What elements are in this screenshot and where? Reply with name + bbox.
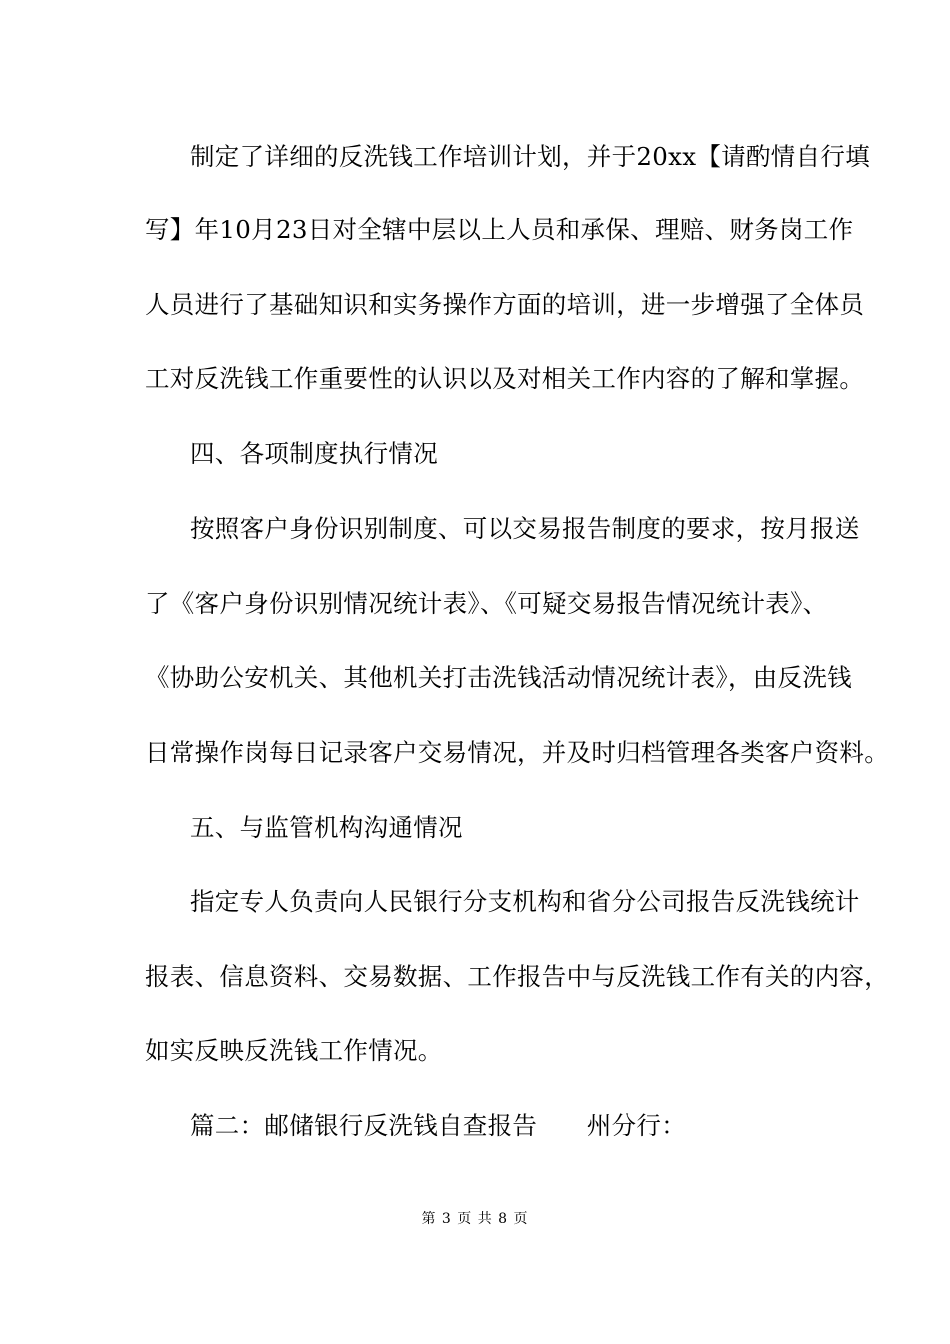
paragraph-line: 如实反映反洗钱工作情况。	[145, 1036, 443, 1065]
paragraph-line: 指定专人负责向人民银行分支机构和省分公司报告反洗钱统计	[190, 887, 860, 916]
paragraph-line: 人员进行了基础知识和实务操作方面的培训，进一步增强了全体员	[145, 290, 865, 319]
paragraph-line: 制定了详细的反洗钱工作培训计划，并于20xx【请酌情自行填	[190, 142, 871, 171]
paragraph-line: 工对反洗钱工作重要性的认识以及对相关工作内容的了解和掌握。	[145, 364, 865, 393]
section-heading: 四、各项制度执行情况	[190, 439, 438, 468]
paragraph-line: 了《客户身份识别情况统计表》、《可疑交易报告情况统计表》、	[145, 589, 828, 618]
paragraph-line: 《协助公安机关、其他机关打击洗钱活动情况统计表》，由反洗钱	[145, 663, 852, 692]
paragraph-line: 写】年10月23日对全辖中层以上人员和承保、理赔、财务岗工作	[145, 215, 854, 244]
section-heading: 五、与监管机构沟通情况	[190, 813, 463, 842]
page-footer: 第 3 页 共 8 页	[421, 1211, 529, 1227]
paragraph-line: 按照客户身份识别制度、可以交易报告制度的要求，按月报送	[190, 514, 860, 543]
paragraph-line: 日常操作岗每日记录客户交易情况，并及时归档管理各类客户资料。	[145, 738, 889, 767]
paragraph-line: 报表、信息资料、交易数据、工作报告中与反洗钱工作有关的内容，	[145, 962, 889, 991]
section-heading: 篇二：邮储银行反洗钱自查报告 州分行：	[190, 1111, 686, 1140]
